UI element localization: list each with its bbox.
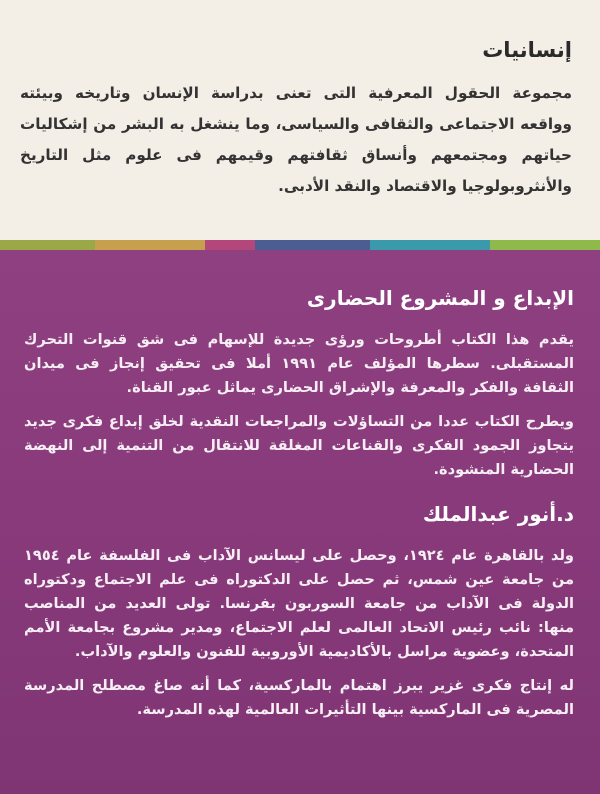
book-title: الإبداع و المشروع الحضارى — [306, 286, 574, 310]
intro-panel — [0, 0, 600, 240]
strip-segment — [95, 240, 205, 250]
strip-segment — [255, 240, 370, 250]
author-bio-paragraph: ولد بالقاهرة عام ١٩٢٤، وحصل على ليسانس الآداب فى الفلسفة عام ١٩٥٤ من جامعة عين شمس، ثم حصل على الدكتوراه فى علم الاجتماع ودكتوراه الدولة فى الآداب من جامعة السوربون بفرنسا. تولى العديد من المناصب منها: نائب رئيس الاتحاد العالمى لعلم الاجتماع، ومدير مشروع بجامعة الأمم المتحدة، وعضوية مراسل بالأكاديمية الأوروبية للفنون والعلوم والآداب. — [24, 547, 574, 660]
strip-segment — [370, 240, 490, 250]
author-name: د.أنور عبدالملك — [422, 502, 574, 526]
series-title: إنسانيات — [482, 38, 572, 62]
author-bio-paragraph: له إنتاج فكرى غزير يبرز اهتمام بالماركسية، كما أنه صاغ مصطلح المدرسة المصرية فى الماركسية بينها التأثيرات العالمية لهذه المدرسة. — [24, 677, 574, 718]
section-gap — [24, 492, 574, 502]
book-panel — [0, 250, 600, 794]
series-description: مجموعة الحقول المعرفية التى تعنى بدراسة الإنسان وتاريخه وبيئته وواقعه الاجتماعى والثقافى والسياسى، وما ينشغل به البشر من إشكاليات حياتهم ومجتمعهم وأنساق ثقافتهم وقيمهم فى علوم مثل التاريخ والأنثروبولوجيا والاقتصاد والنقد الأدبى. — [20, 84, 572, 195]
color-strip — [0, 240, 600, 250]
book-paragraph: ويطرح الكتاب عددا من التساؤلات والمراجعات النقدية لخلق إبداع فكرى جديد يتجاوز الجمود الفكرى والقناعات المغلقة للانتقال من التنمية إلى النهضة الحضارية المنشودة. — [24, 413, 574, 478]
strip-segment — [490, 240, 600, 250]
strip-segment — [0, 240, 95, 250]
book-paragraph: يقدم هذا الكتاب أطروحات ورؤى جديدة للإسهام فى شق قنوات التحرك المستقبلى. سطرها المؤلف عام ١٩٩١ أملا فى تحقيق إنجاز فى ميدان الثقافة والفكر والمعرفة والإشراق الحضارى يماثل عبور القناة. — [24, 331, 574, 396]
strip-segment — [205, 240, 255, 250]
